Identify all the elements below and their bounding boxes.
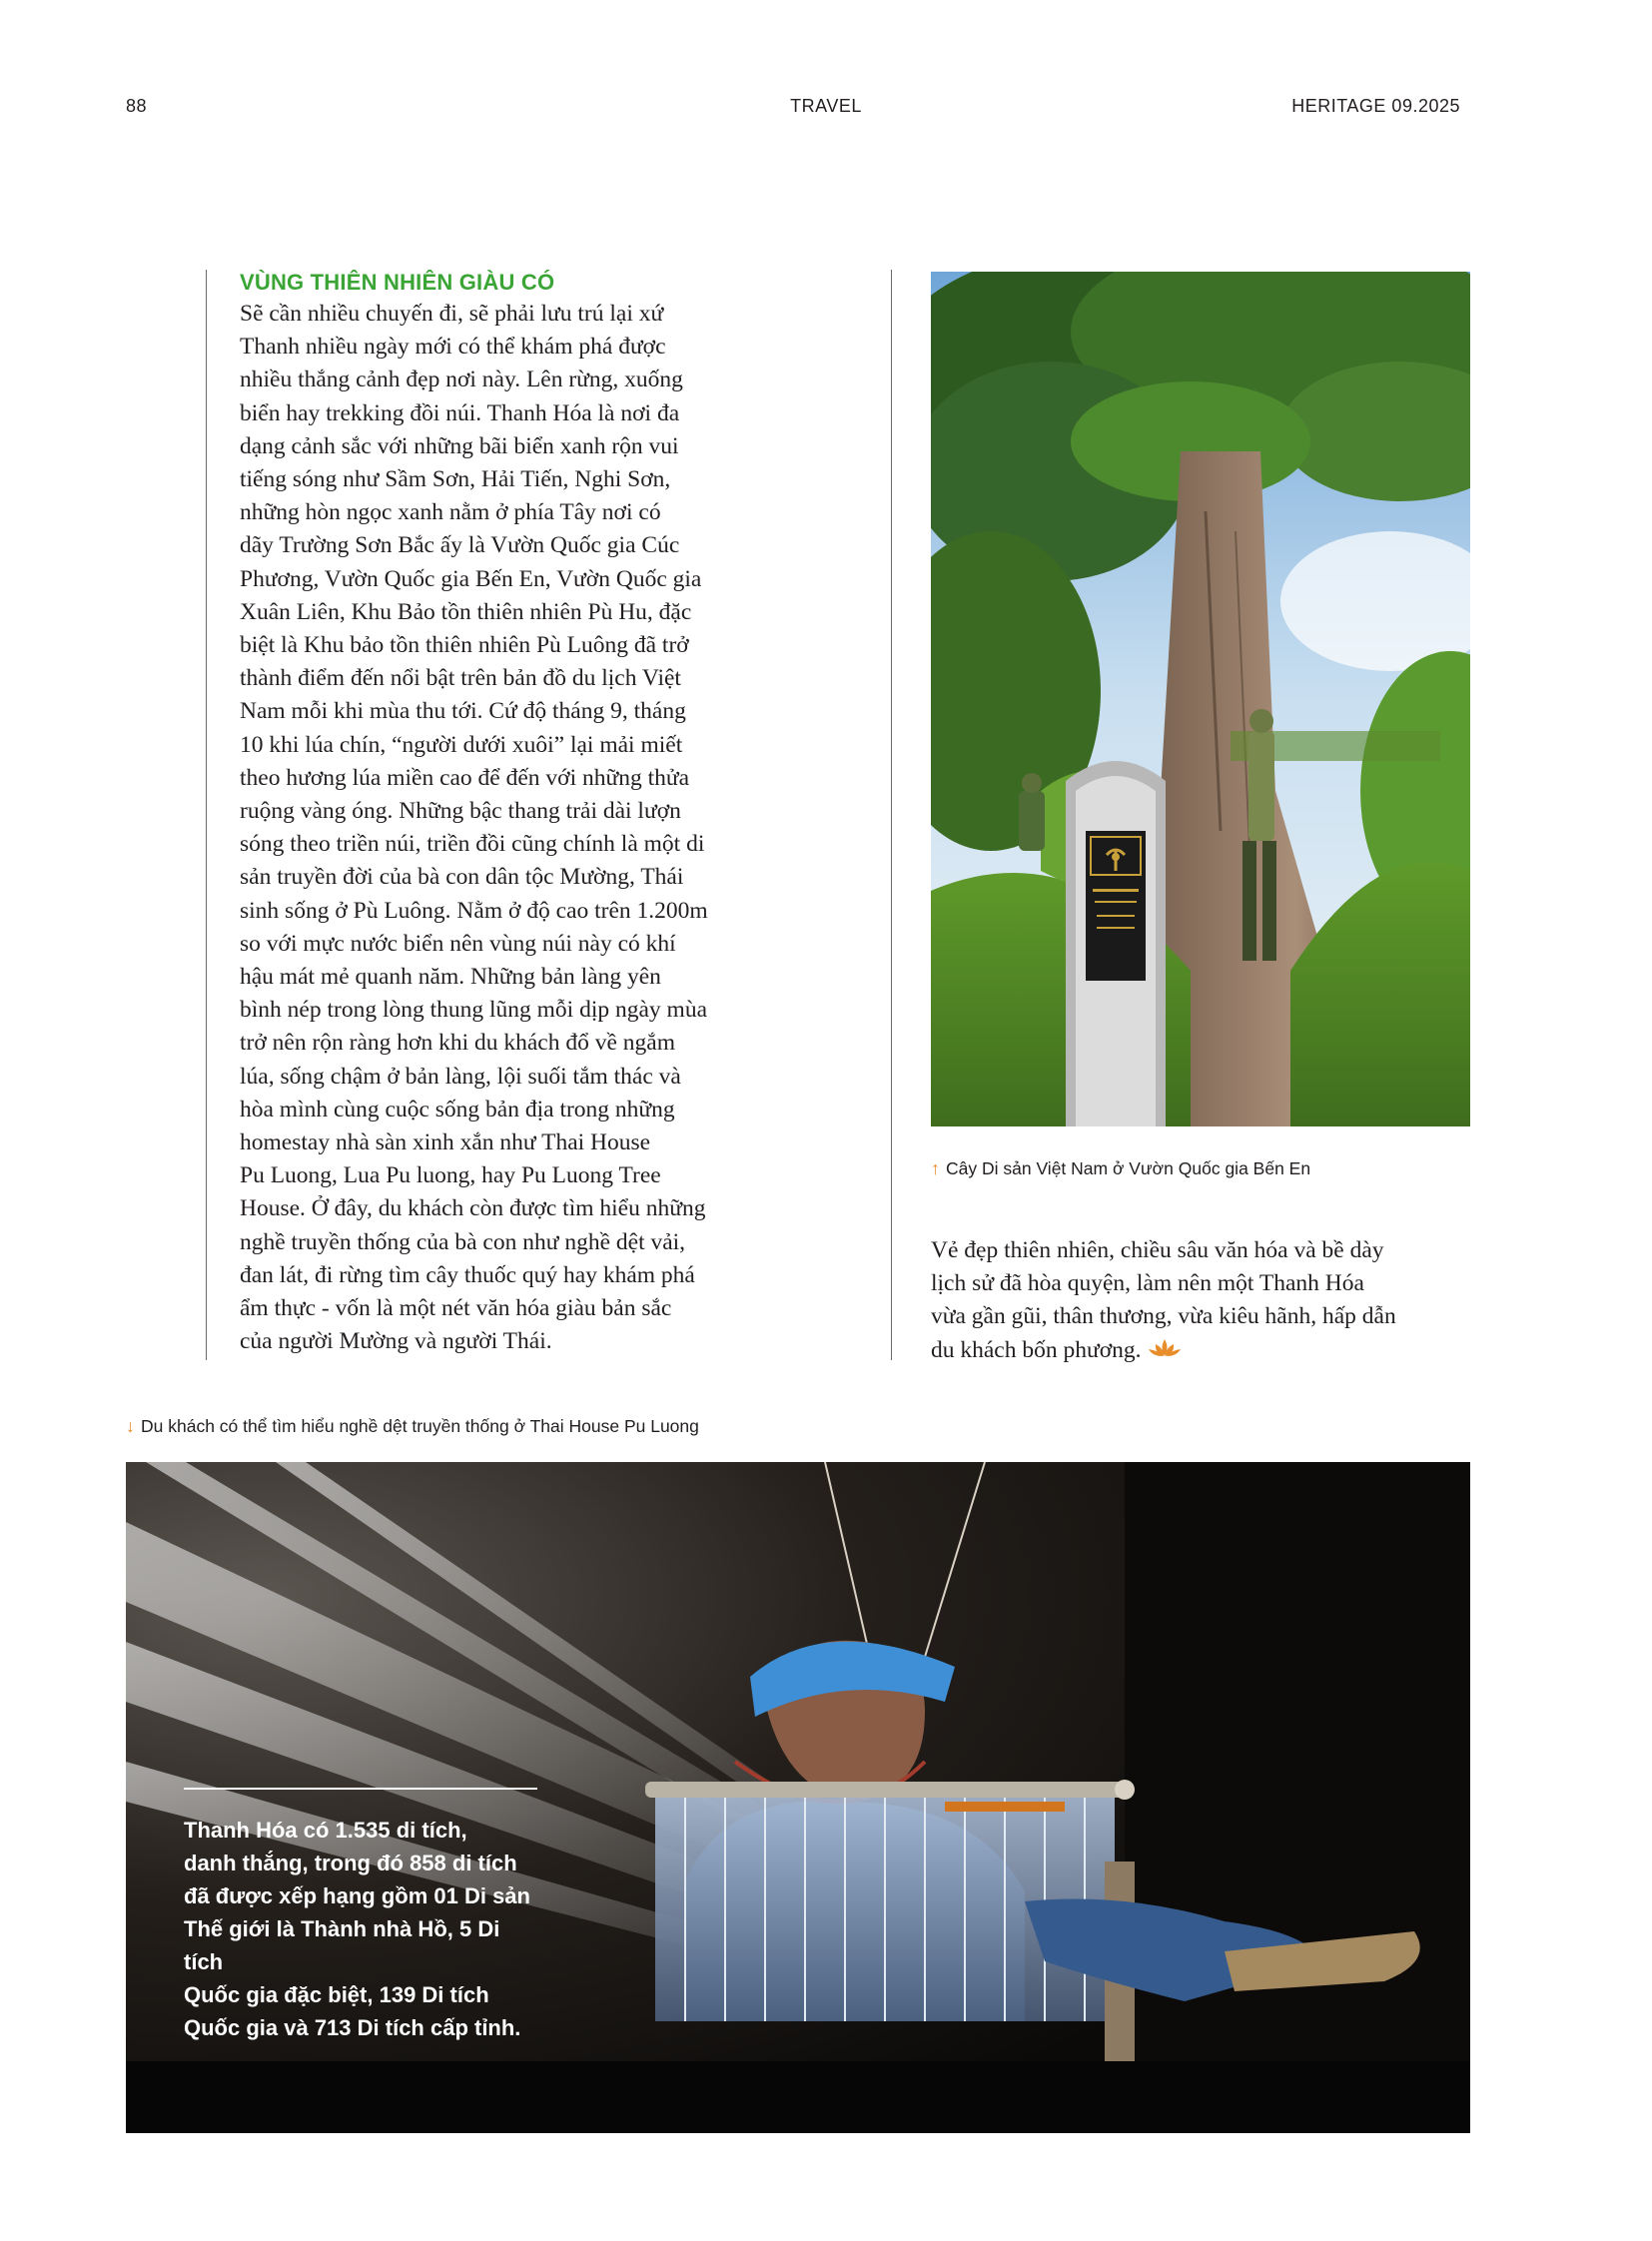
tree-caption-text: Cây Di sản Việt Nam ở Vườn Quốc gia Bến En <box>946 1158 1311 1178</box>
arrow-down-icon: ↓ <box>126 1416 135 1436</box>
stat-line: danh thắng, trong đó 858 di tích <box>184 1851 517 1875</box>
stat-callout <box>184 1788 543 2044</box>
body-line: những hòn ngọc xanh nằm ở phía Tây nơi có <box>240 499 661 526</box>
body-line: dãy Trường Sơn Bắc ấy là Vườn Quốc gia Cúc <box>240 532 680 559</box>
body-line: biệt là Khu bảo tồn thiên nhiên Pù Luông đã trở <box>240 632 689 659</box>
body-line: sản truyền đời của bà con dân tộc Mường, Thái <box>240 864 684 891</box>
body-line: House. Ở đây, du khách còn được tìm hiểu những <box>240 1195 706 1222</box>
stat-line: Quốc gia đặc biệt, 139 Di tích <box>184 1982 489 2007</box>
body-line: 10 khi lúa chín, “người dưới xuôi” lại mải miết <box>240 731 683 758</box>
body-line: của người Mường và người Thái. <box>240 1328 552 1355</box>
body-line: sóng theo triền núi, triền đồi cũng chính là một di <box>240 831 705 858</box>
body-line: Pu Luong, Lua Pu luong, hay Pu Luong Tree <box>240 1162 661 1189</box>
body-line: Nam mỗi khi mùa thu tới. Cứ độ tháng 9, tháng <box>240 698 686 725</box>
heritage-tree-photo <box>931 272 1470 1126</box>
right-column-rule <box>891 270 892 1360</box>
body-line: hậu mát mẻ quanh năm. Những bản làng yên <box>240 964 661 991</box>
article-body <box>240 298 799 1359</box>
body-line: lúa, sống chậm ở bản làng, lội suối tắm thác và <box>240 1063 681 1090</box>
page-number: 88 <box>126 96 148 116</box>
body-line: nhiều thắng cảnh đẹp nơi này. Lên rừng, xuống <box>240 367 683 393</box>
body-line: Sẽ cần nhiều chuyến đi, sẽ phải lưu trú lại xứ <box>240 301 664 327</box>
body-line: homestay nhà sàn xinh xắn như Thai House <box>240 1129 651 1156</box>
stat-line: Thế giới là Thành nhà Hồ, 5 Di tích <box>184 1916 500 1974</box>
issue-label: HERITAGE 09.2025 <box>1291 96 1460 116</box>
body-line-text: du khách bốn phương. <box>931 1336 1142 1363</box>
weaving-caption-text: Du khách có thể tìm hiểu nghề dệt truyền thống ở Thai House Pu Luong <box>141 1416 699 1436</box>
left-column-rule <box>206 270 207 1360</box>
body-line: Thanh nhiều ngày mới có thể khám phá được <box>240 334 666 361</box>
arrow-up-icon: ↑ <box>931 1158 940 1178</box>
body-line: ẩm thực - vốn là một nét văn hóa giàu bản sắc <box>240 1295 672 1322</box>
body-line-last <box>931 1334 1490 1368</box>
article-right-column <box>931 1234 1490 1368</box>
weaving-photo-caption <box>126 1416 699 1437</box>
body-line: hòa mình cùng cuộc sống bản địa trong những <box>240 1096 675 1122</box>
body-line: tiếng sóng như Sầm Sơn, Hải Tiến, Nghi Sơn, <box>240 466 671 493</box>
stat-line: Thanh Hóa có 1.535 di tích, <box>184 1818 467 1843</box>
body-line: theo hương lúa miền cao để đến với những thửa <box>240 764 690 791</box>
body-line: ruộng vàng óng. Những bậc thang trải dài lượn <box>240 798 681 825</box>
body-line: đan lát, đi rừng tìm cây thuốc quý hay khám phá <box>240 1261 695 1288</box>
article-heading: VÙNG THIÊN NHIÊN GIÀU CÓ <box>240 270 555 295</box>
section-title: TRAVEL <box>790 96 862 116</box>
body-line: lịch sử đã hòa quyện, làm nên một Thanh Hóa <box>931 1270 1364 1297</box>
body-line: biển hay trekking đồi núi. Thanh Hóa là nơi đa <box>240 399 680 426</box>
stat-line: đã được xếp hạng gồm 01 Di sản <box>184 1883 530 1908</box>
body-line: bình nép trong lòng thung lũng mỗi dịp ngày mùa <box>240 997 708 1024</box>
body-line: dạng cảnh sắc với những bãi biển xanh rộn vui <box>240 432 679 459</box>
lotus-icon <box>1148 1335 1182 1368</box>
stat-line: Quốc gia và 713 Di tích cấp tỉnh. <box>184 2015 521 2040</box>
body-line: trở nên rộn ràng hơn khi du khách đổ về ngắm <box>240 1030 676 1057</box>
tree-photo-caption <box>931 1158 1310 1179</box>
body-line: Phương, Vườn Quốc gia Bến En, Vườn Quốc gia <box>240 565 702 592</box>
body-line: so với mực nước biển nên vùng núi này có khí <box>240 930 676 957</box>
body-line: nghề truyền thống của bà con như nghề dệt vải, <box>240 1228 686 1255</box>
tree-illustration <box>931 272 1470 1126</box>
stat-rule <box>184 1788 537 1790</box>
body-line: sinh sống ở Pù Luông. Nằm ở độ cao trên 1.200m <box>240 897 708 924</box>
body-line: Vẻ đẹp thiên nhiên, chiều sâu văn hóa và bề dày <box>931 1237 1384 1263</box>
article-left-column <box>240 268 799 1359</box>
body-line: Xuân Liên, Khu Bảo tồn thiên nhiên Pù Hu, đặc <box>240 598 692 625</box>
body-line: thành điểm đến nổi bật trên bản đồ du lịch Việt <box>240 665 681 692</box>
body-line: vừa gần gũi, thân thương, vừa kiêu hãnh, hấp dẫn <box>931 1303 1396 1330</box>
